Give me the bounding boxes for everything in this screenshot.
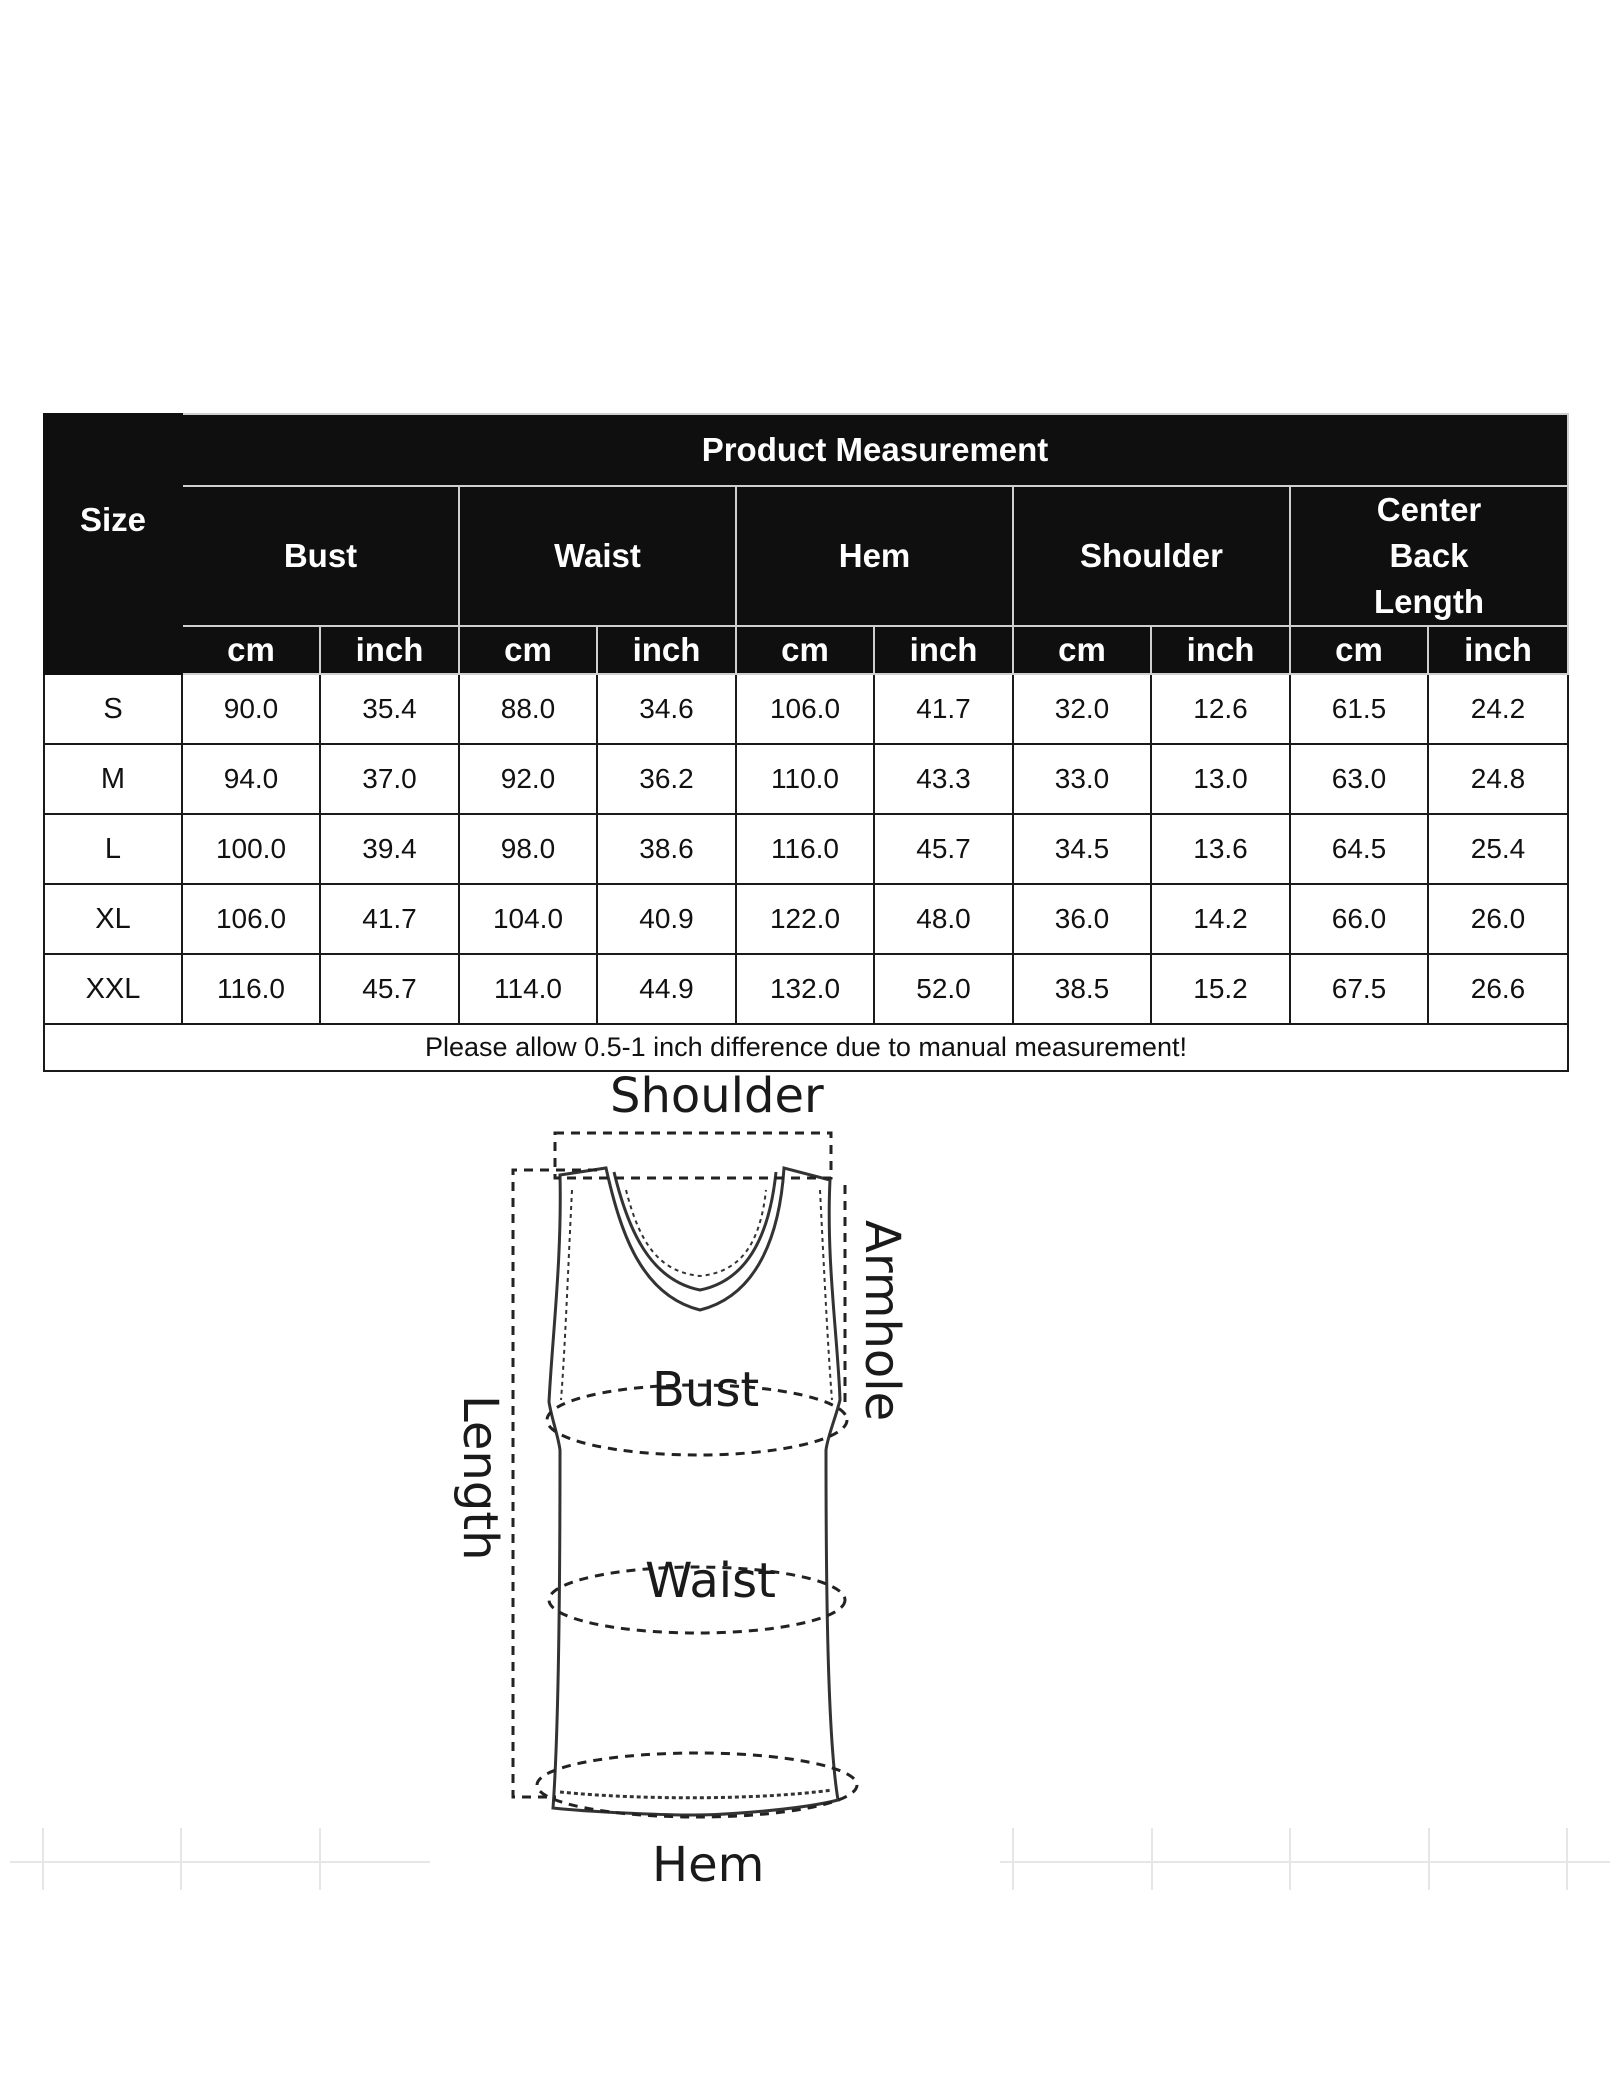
value-cell: 104.0 [459,884,597,954]
unit-header-cm: cm [736,626,874,674]
value-cell: 35.4 [320,674,459,744]
diagram-label-hem: Hem [652,1837,765,1893]
value-cell: 45.7 [320,954,459,1024]
value-cell: 15.2 [1151,954,1290,1024]
value-cell: 88.0 [459,674,597,744]
diagram-label-bust: Bust [652,1362,760,1418]
size-cell: S [44,674,182,744]
value-cell: 48.0 [874,884,1013,954]
tank-top-outline [0,1040,1620,1920]
value-cell: 106.0 [736,674,874,744]
value-cell: 122.0 [736,884,874,954]
waist-column-header: Waist [459,486,736,626]
table-row [44,954,1568,1024]
value-cell: 90.0 [182,674,320,744]
unit-header-inch: inch [1151,626,1290,674]
shoulder-column-header: Shoulder [1013,486,1290,626]
value-cell: 12.6 [1151,674,1290,744]
value-cell: 24.2 [1428,674,1568,744]
value-cell: 116.0 [736,814,874,884]
faint-grid-lines [0,1828,1620,1890]
diagram-label-armhole: Armhole [854,1220,910,1422]
value-cell: 41.7 [874,674,1013,744]
value-cell: 92.0 [459,744,597,814]
value-cell: 36.2 [597,744,736,814]
value-cell: 38.5 [1013,954,1151,1024]
value-cell: 33.0 [1013,744,1151,814]
bust-column-header: Bust [182,486,459,626]
value-cell: 14.2 [1151,884,1290,954]
value-cell: 39.4 [320,814,459,884]
size-column-header: Size [44,414,182,626]
unit-header-inch: inch [597,626,736,674]
unit-header-cm: cm [459,626,597,674]
size-chart-table [43,413,1569,1072]
unit-header-inch: inch [320,626,459,674]
value-cell: 37.0 [320,744,459,814]
measurement-note: Please allow 0.5-1 inch difference due to manual measurement! [44,1024,1568,1071]
size-unit-spacer [44,626,182,674]
value-cell: 13.6 [1151,814,1290,884]
value-cell: 106.0 [182,884,320,954]
diagram-label-length: Length [452,1395,508,1561]
value-cell: 13.0 [1151,744,1290,814]
unit-header-cm: cm [1290,626,1428,674]
value-cell: 64.5 [1290,814,1428,884]
measurement-diagram [0,1040,1620,1920]
center-back-length-column-header: Center Back Length [1290,486,1568,626]
hem-column-header: Hem [736,486,1013,626]
value-cell: 61.5 [1290,674,1428,744]
value-cell: 45.7 [874,814,1013,884]
value-cell: 63.0 [1290,744,1428,814]
size-cell: M [44,744,182,814]
value-cell: 26.0 [1428,884,1568,954]
unit-header-inch: inch [874,626,1013,674]
table-row [44,814,1568,884]
value-cell: 34.6 [597,674,736,744]
table-row [44,884,1568,954]
unit-header-inch: inch [1428,626,1568,674]
value-cell: 32.0 [1013,674,1151,744]
diagram-label-shoulder: Shoulder [610,1068,824,1124]
value-cell: 98.0 [459,814,597,884]
value-cell: 34.5 [1013,814,1151,884]
size-cell: XL [44,884,182,954]
product-measurement-title: Product Measurement [182,414,1568,486]
value-cell: 114.0 [459,954,597,1024]
size-cell: XXL [44,954,182,1024]
value-cell: 43.3 [874,744,1013,814]
value-cell: 36.0 [1013,884,1151,954]
value-cell: 132.0 [736,954,874,1024]
value-cell: 52.0 [874,954,1013,1024]
value-cell: 116.0 [182,954,320,1024]
table-row [44,674,1568,744]
value-cell: 38.6 [597,814,736,884]
value-cell: 25.4 [1428,814,1568,884]
value-cell: 24.8 [1428,744,1568,814]
value-cell: 100.0 [182,814,320,884]
value-cell: 66.0 [1290,884,1428,954]
value-cell: 26.6 [1428,954,1568,1024]
size-cell: L [44,814,182,884]
table-row [44,744,1568,814]
value-cell: 94.0 [182,744,320,814]
value-cell: 110.0 [736,744,874,814]
value-cell: 40.9 [597,884,736,954]
diagram-label-waist: Waist [645,1553,776,1609]
unit-header-cm: cm [182,626,320,674]
unit-header-cm: cm [1013,626,1151,674]
value-cell: 44.9 [597,954,736,1024]
value-cell: 41.7 [320,884,459,954]
value-cell: 67.5 [1290,954,1428,1024]
